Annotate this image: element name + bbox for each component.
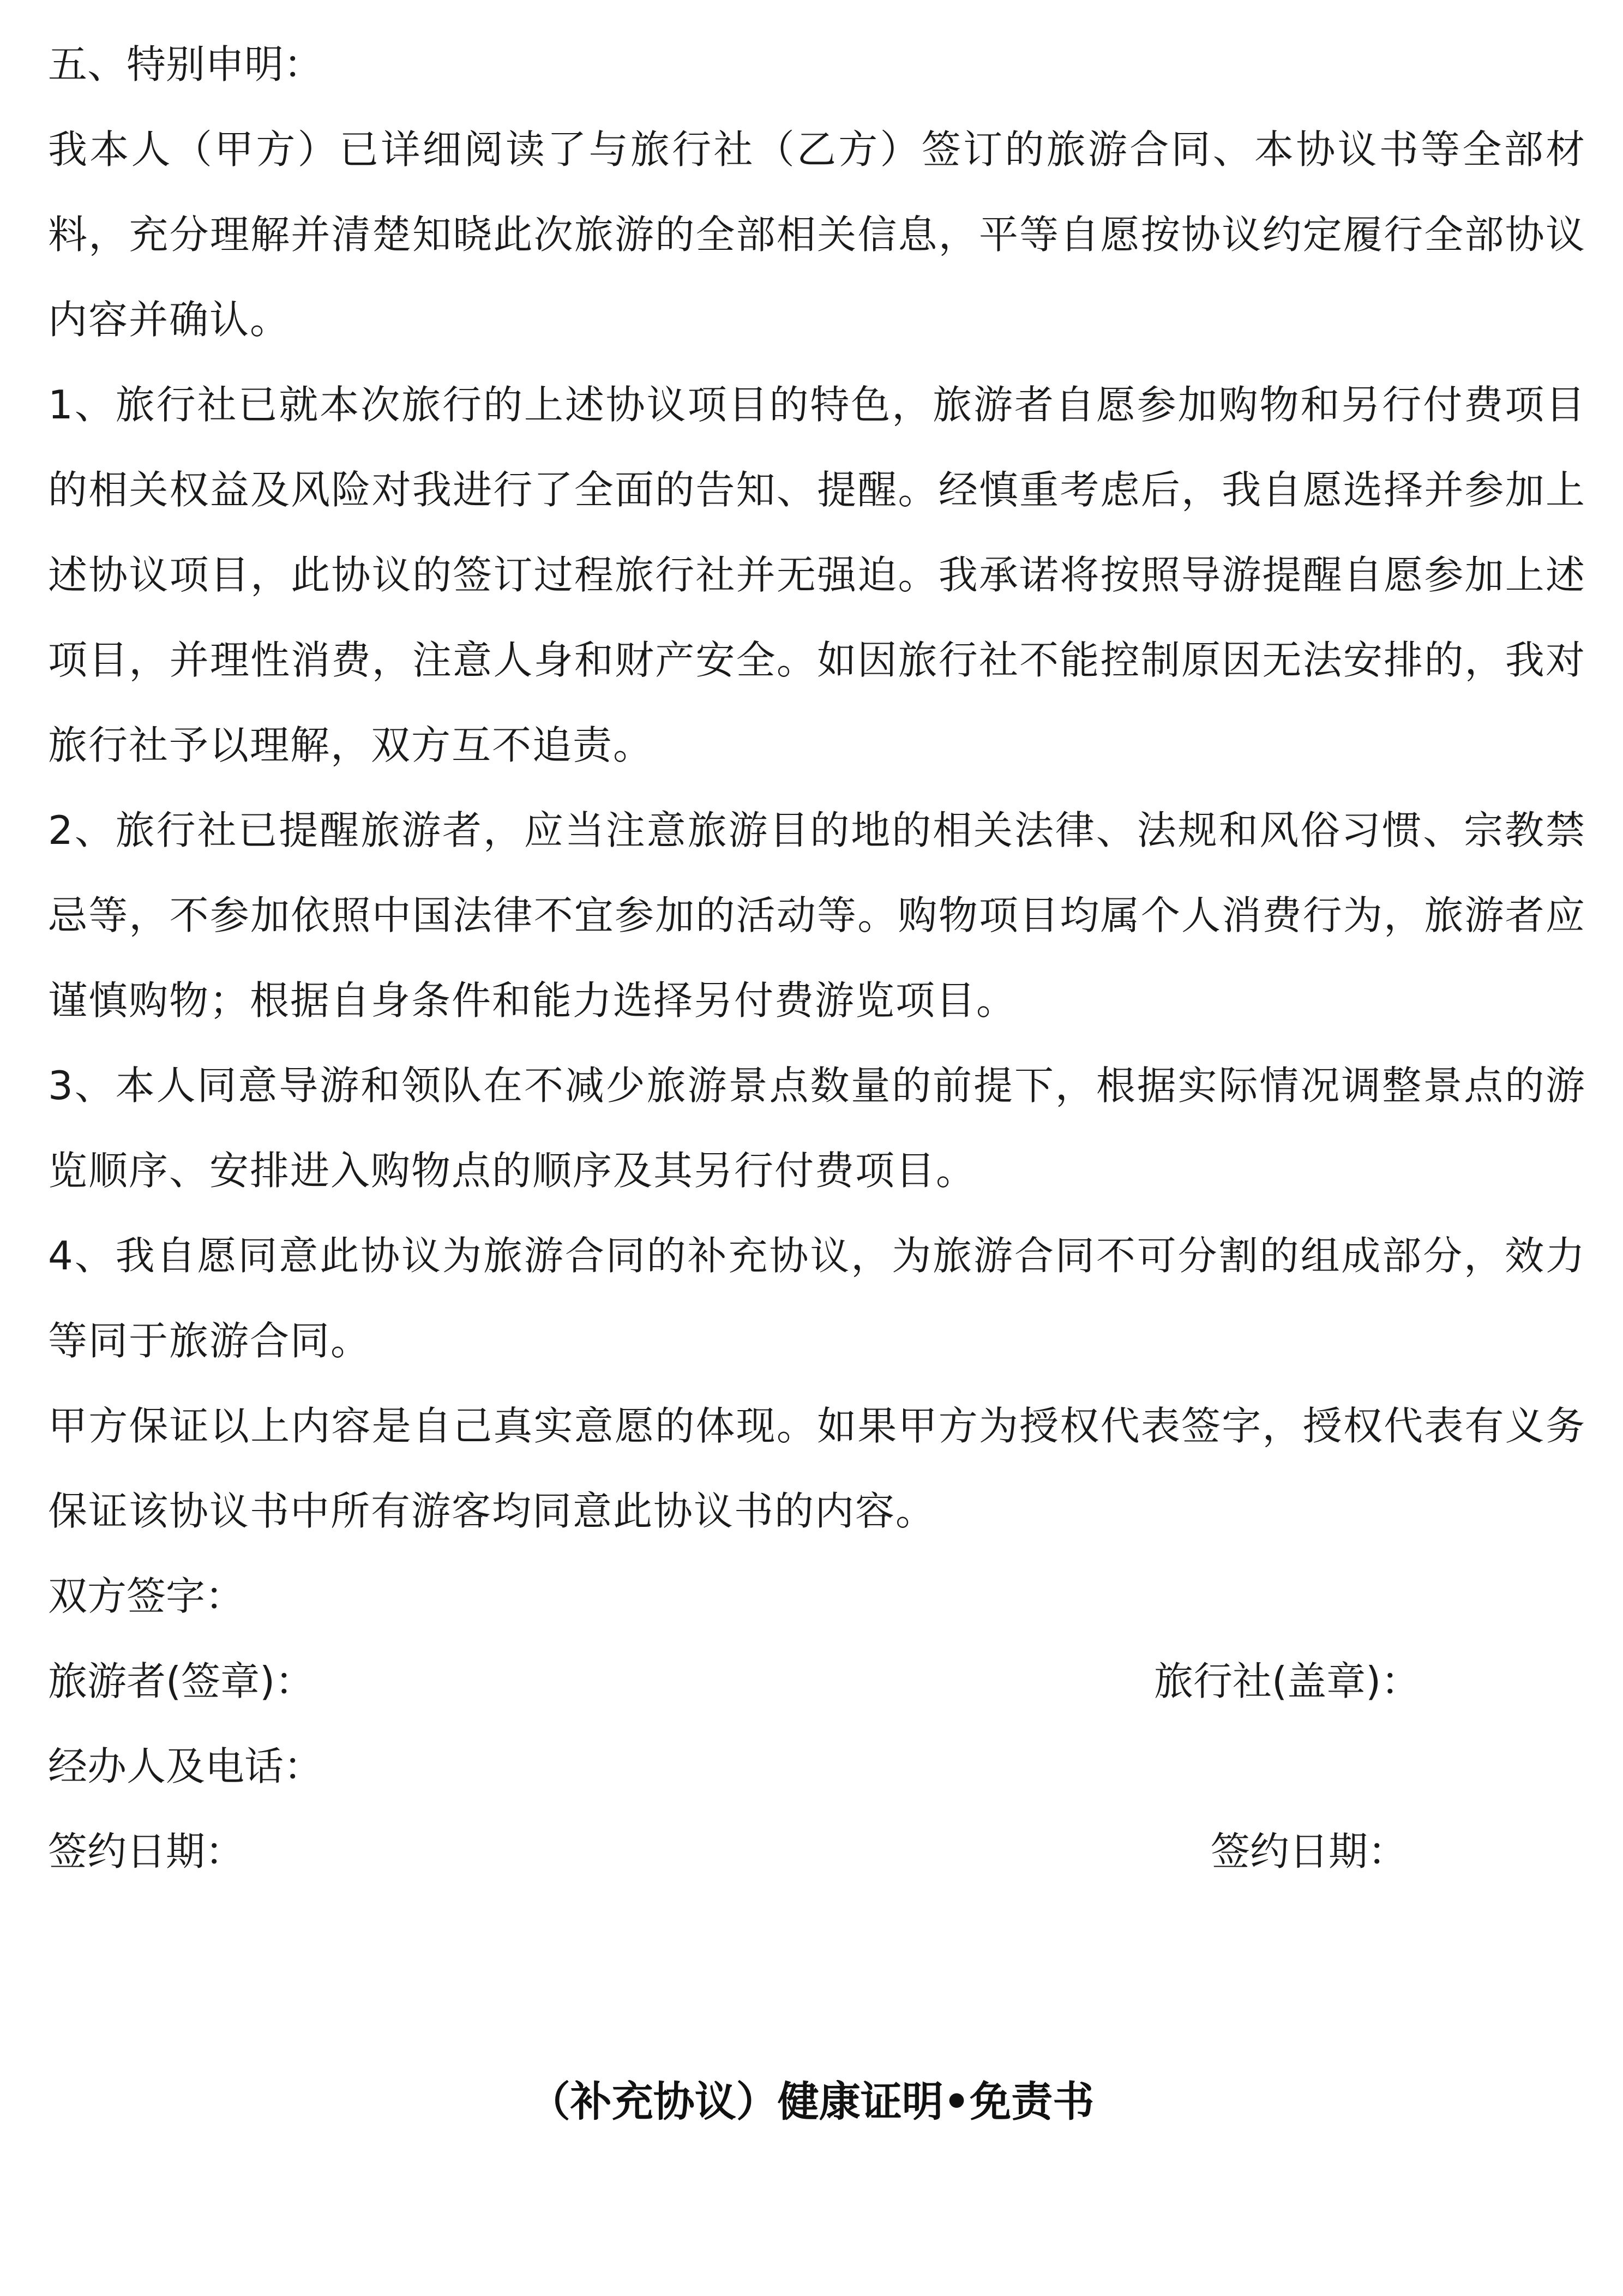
clause-1: 1、旅行社已就本次旅行的上述协议项目的特色，旅游者自愿参加购物和另行付费项目的相关权益及风险对我进行了全面的告知、提醒。经慎重考虑后，我自愿选择并参加上述协议项目，此协议的签订过程旅行社并无强迫。我承诺将按照导游提醒自愿参加上述项目，并理性消费，注意人身和财产安全。如因旅行社不能控制原因无法安排的，我对旅行社予以理解，双方互不追责。 xyxy=(48,382,1586,768)
document-page xyxy=(48,22,1586,1894)
signature-row-agent xyxy=(48,1724,1586,1809)
clause-3: 3、本人同意导游和领队在不减少旅游景点数量的前提下，根据实际情况调整景点的游览顺序、安排进入购物点的顺序及其另行付费项目。 xyxy=(48,1063,1586,1194)
clause-2: 2、旅行社已提醒旅游者，应当注意旅游目的地的相关法律、法规和风俗习惯、宗教禁忌等，不参加依照中国法律不宜参加的活动等。购物项目均属个人消费行为，旅游者应谨慎购物；根据自身条件和能力选择另付费游览项目。 xyxy=(48,807,1586,1023)
signature-title: 双方签字： xyxy=(48,1573,245,1619)
signature-row-parties xyxy=(48,1639,1586,1724)
guarantee-paragraph: 甲方保证以上内容是自己真实意愿的体现。如果甲方为授权代表签字，授权代表有义务保证该协议书中所有游客均同意此协议书的内容。 xyxy=(48,1403,1586,1534)
tourist-signature-label: 旅游者(签章)： xyxy=(48,1658,315,1704)
clause-4: 4、我自愿同意此协议为旅游合同的补充协议，为旅游合同不可分割的组成部分，效力等同于旅游合同。 xyxy=(48,1233,1586,1364)
sign-date-left-label: 签约日期： xyxy=(48,1829,245,1874)
intro-paragraph: 我本人（甲方）已详细阅读了与旅行社（乙方）签订的旅游合同、本协议书等全部材料，充分理解并清楚知晓此次旅游的全部相关信息，平等自愿按协议约定履行全部协议内容并确认。 xyxy=(48,127,1586,343)
agent-phone-label: 经办人及电话： xyxy=(48,1743,323,1789)
section-heading: 五、特别申明： xyxy=(48,41,323,87)
next-section-title: （补充协议）健康证明•免责书 xyxy=(528,2077,1095,2126)
sign-date-right-label: 签约日期： xyxy=(1211,1829,1408,1874)
agency-seal-label: 旅行社(盖章)： xyxy=(1154,1658,1421,1704)
signature-row-dates xyxy=(48,1809,1586,1894)
